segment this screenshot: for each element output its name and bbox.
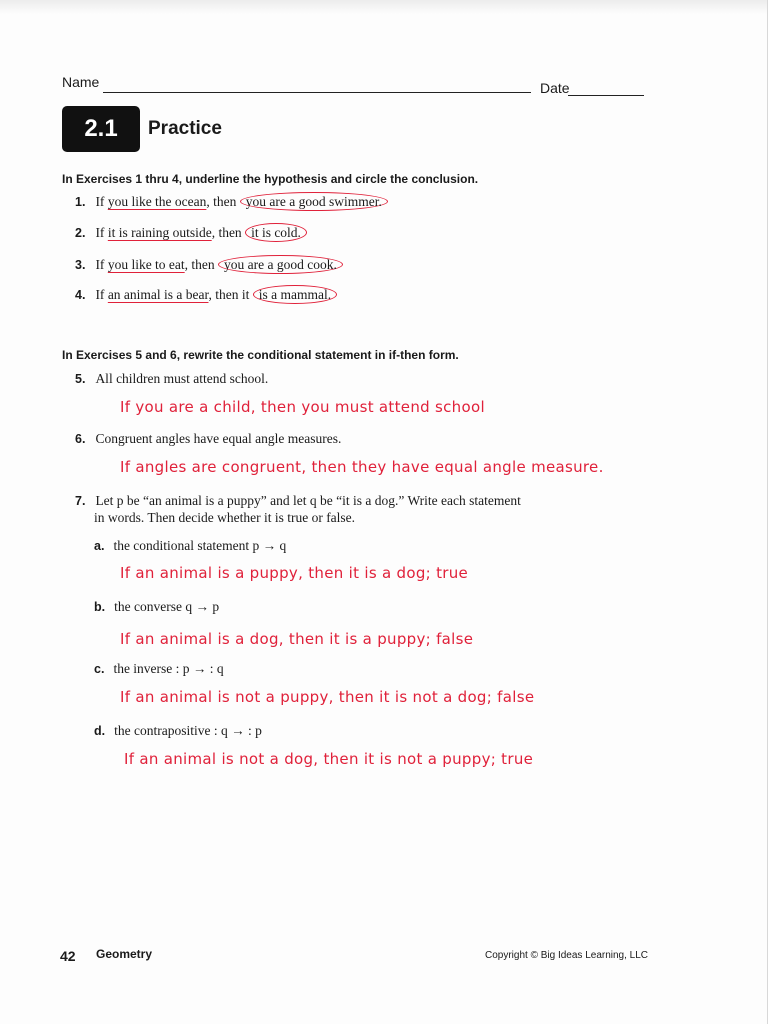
part-label: the conditional statement p → q (113, 538, 287, 553)
exercise-1 (75, 193, 388, 211)
instruction-1: In Exercises 1 thru 4, underline the hypothesis and circle the conclusion. (62, 172, 479, 186)
exercise-number: 2. (75, 226, 86, 240)
exercise-7a (94, 537, 286, 555)
conclusion-circled: you are a good swimmer. (240, 192, 388, 211)
part-label: the contrapositive : q → : p (114, 723, 262, 738)
exercise-text: All children must attend school. (95, 371, 269, 386)
exercise-3 (75, 256, 343, 274)
date-line (568, 95, 644, 96)
exercise-7c (94, 660, 224, 678)
section-number: 2.1 (84, 115, 118, 142)
exercise-text: , then (206, 194, 240, 209)
handwritten-answer-7b: If an animal is a dog, then it is a puppy; false (120, 630, 474, 648)
handwritten-answer-7a: If an animal is a puppy, then it is a dog; true (120, 564, 469, 582)
exercise-number: 1. (75, 195, 86, 209)
exercise-text: If (95, 194, 108, 209)
scan-shadow (0, 0, 768, 14)
instruction-2: In Exercises 5 and 6, rewrite the conditional statement in if-then form. (62, 348, 459, 362)
book-title: Geometry (96, 947, 153, 961)
exercise-text: , then (211, 225, 246, 240)
exercise-text: , then (184, 257, 219, 272)
exercise-text: Let p be “an animal is a puppy” and let q be “it is a dog.” Write each statement (95, 493, 521, 508)
section-number-badge (62, 106, 140, 152)
exercise-7 (75, 492, 521, 510)
copyright: Copyright © Big Ideas Learning, LLC (485, 950, 649, 961)
exercise-number: 6. (75, 432, 86, 446)
exercise-7b (94, 598, 219, 616)
exercise-text: If (95, 257, 108, 272)
part-label: the converse q → p (114, 599, 220, 614)
page-number: 42 (60, 948, 76, 964)
section-title: Practice (148, 118, 222, 139)
date-label: Date (540, 80, 570, 96)
exercise-text: , then it (208, 287, 253, 302)
name-line (103, 92, 531, 93)
exercise-number: 7. (75, 494, 86, 508)
handwritten-answer-7d: If an animal is not a dog, then it is not a puppy; true (124, 750, 534, 768)
hypothesis-underlined: you like the ocean (107, 194, 207, 209)
exercise-7d (94, 722, 262, 740)
exercise-text: in words. Then decide whether it is true or false. (94, 510, 356, 525)
conclusion-circled: it is cold. (245, 223, 307, 242)
part-letter: d. (94, 724, 106, 738)
part-letter: b. (94, 600, 106, 614)
handwritten-answer-7c: If an animal is not a puppy, then it is not a dog; false (120, 688, 535, 706)
exercise-number: 5. (75, 372, 86, 386)
exercise-2 (75, 224, 307, 242)
conclusion-circled: you are a good cook. (218, 255, 343, 274)
exercise-text: Congruent angles have equal angle measures. (95, 431, 342, 446)
exercise-text: If (95, 225, 108, 240)
hypothesis-underlined: it is raining outside (107, 225, 212, 240)
exercise-number: 3. (75, 258, 86, 272)
conclusion-circled: is a mammal. (253, 285, 337, 304)
handwritten-answer-6: If angles are congruent, then they have equal angle measure. (120, 458, 604, 476)
hypothesis-underlined: you like to eat (107, 257, 185, 272)
exercise-5 (75, 370, 268, 388)
exercise-text: If (95, 287, 108, 302)
exercise-number: 4. (75, 288, 86, 302)
handwritten-answer-5: If you are a child, then you must attend school (120, 398, 485, 416)
part-letter: c. (94, 662, 105, 676)
hypothesis-underlined: an animal is a bear (107, 287, 209, 302)
part-label: the inverse : p → : q (113, 661, 224, 676)
exercise-4 (75, 286, 337, 304)
name-label: Name (62, 74, 100, 90)
part-letter: a. (94, 539, 105, 553)
exercise-6 (75, 430, 341, 448)
